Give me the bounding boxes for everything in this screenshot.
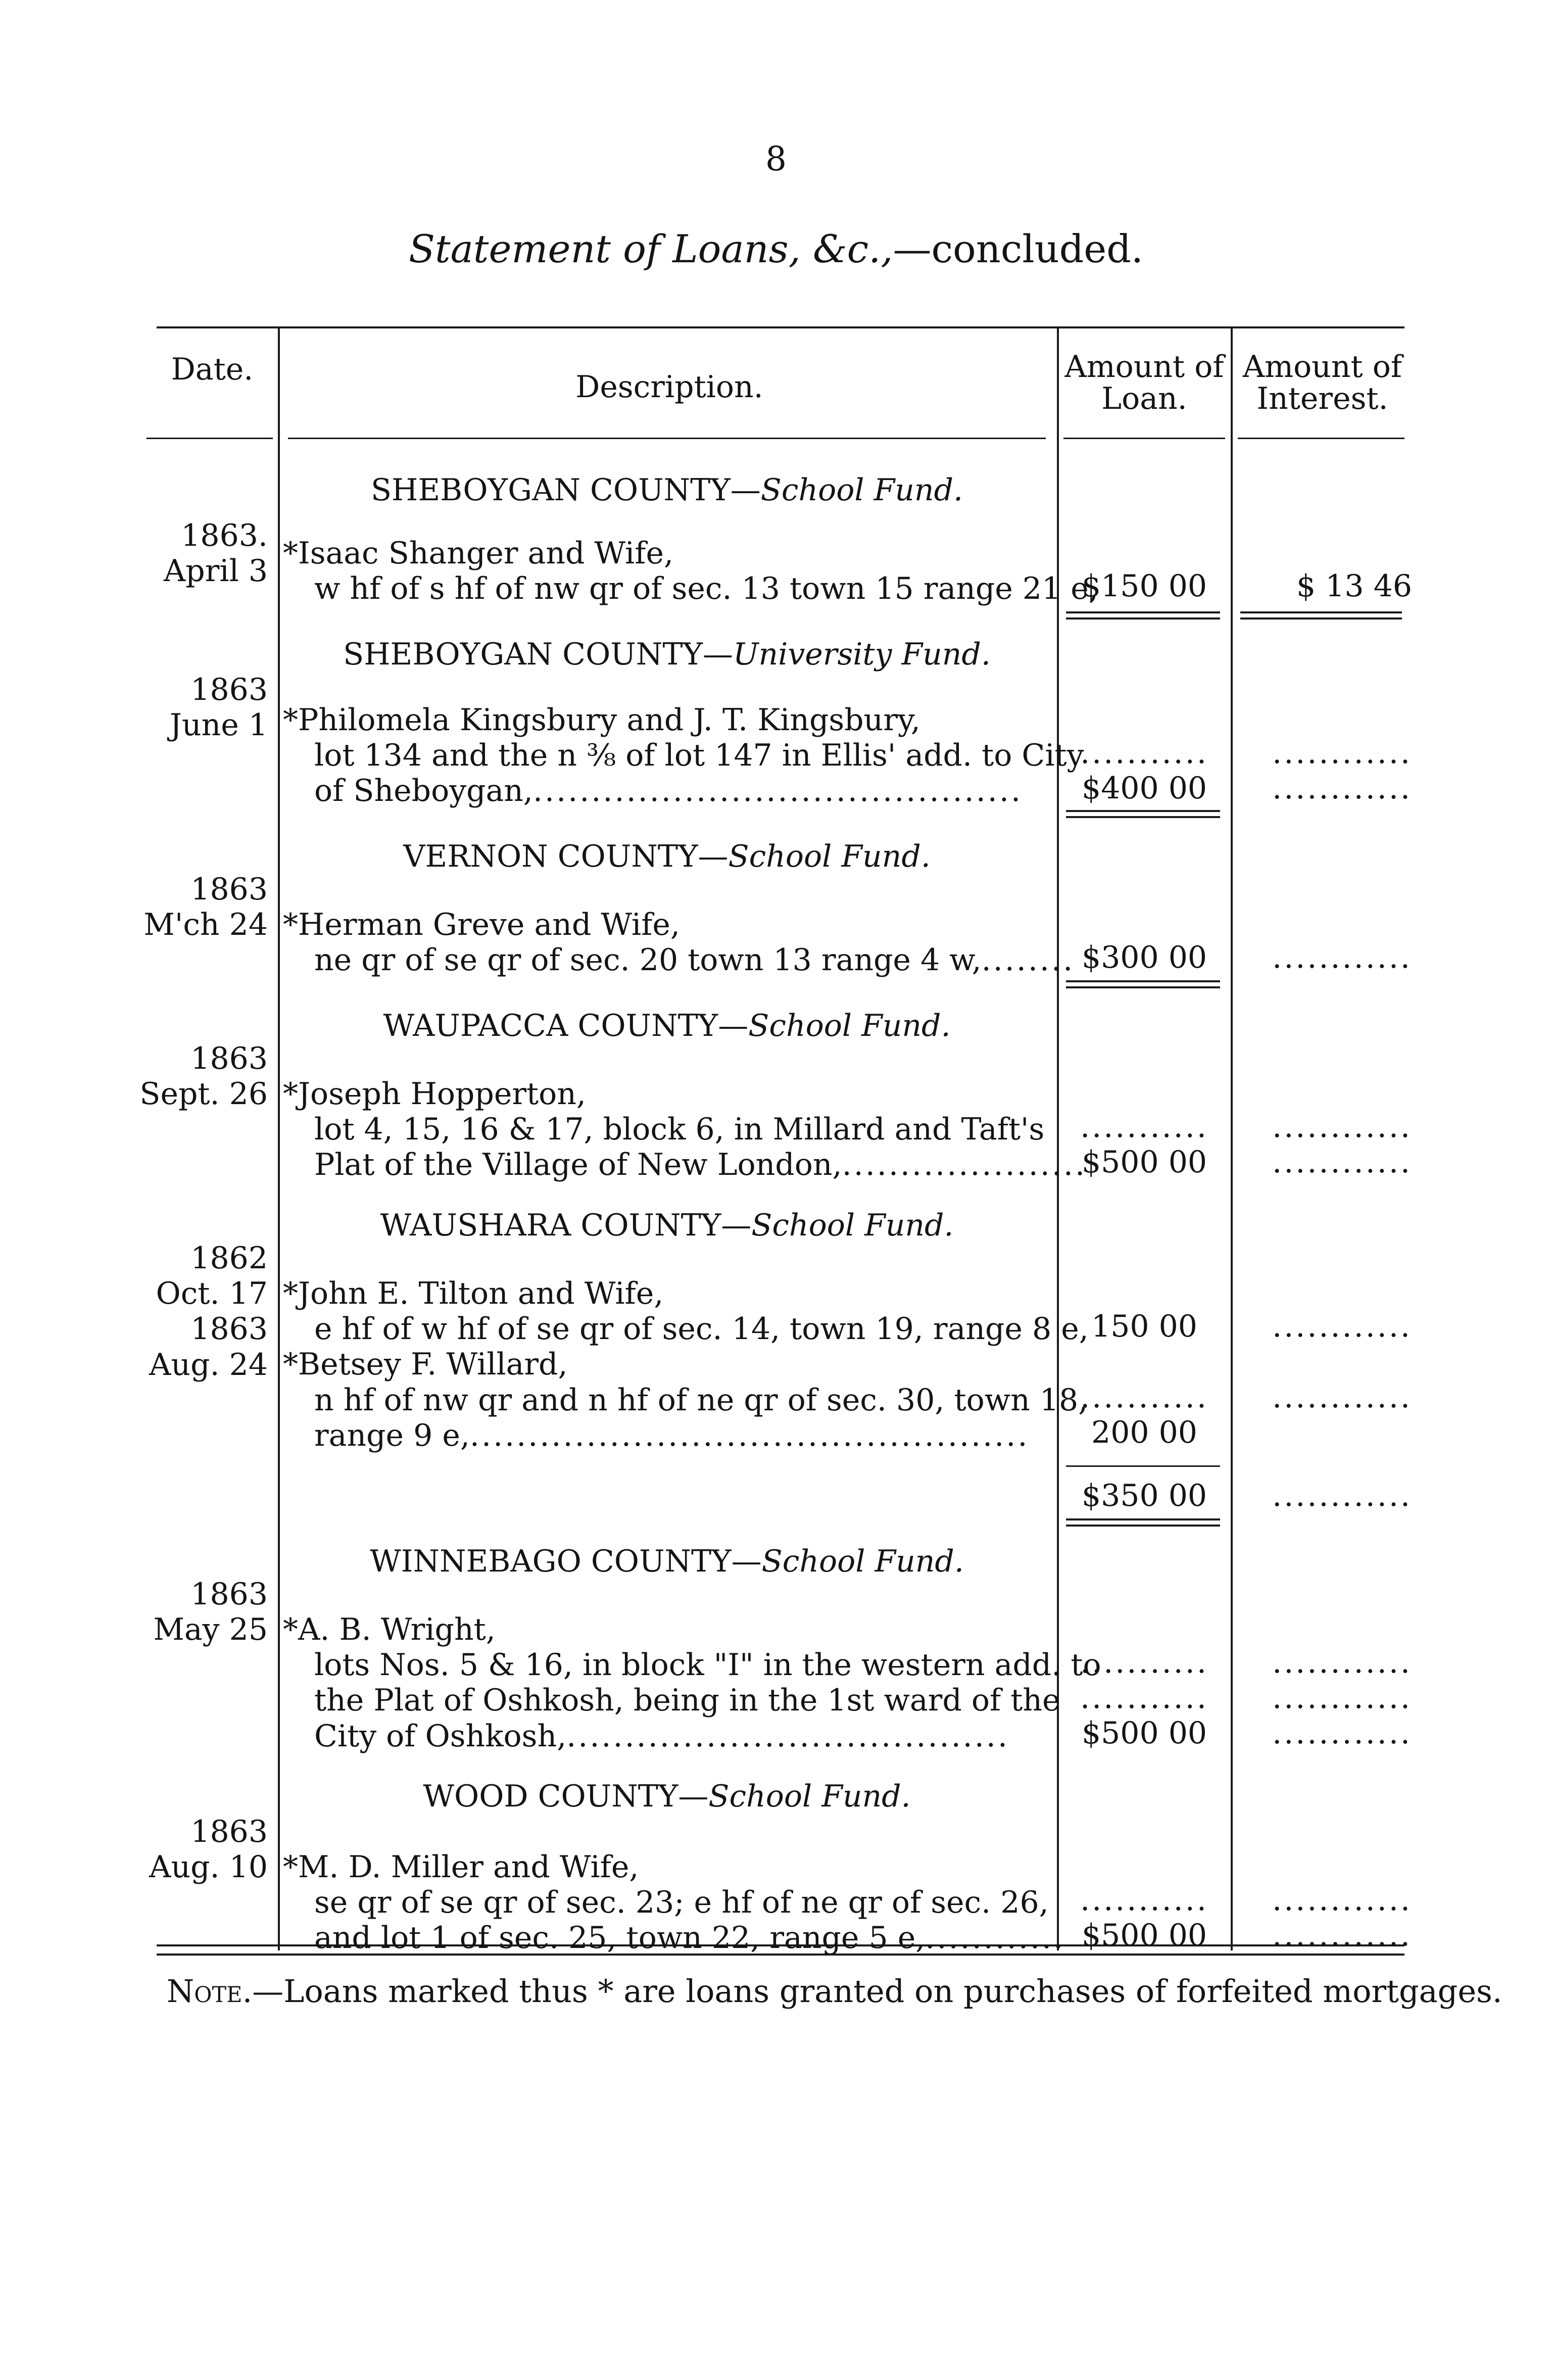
entry-line: *M. D. Miller and Wife, [283,1849,639,1885]
title-rest: —concluded. [893,226,1144,271]
page-title [0,226,1552,271]
entry-line [283,942,1075,978]
entry-line [283,1418,1056,1453]
loan-amount: 150 00 [1091,1309,1197,1344]
loan-leader-dots: ........... [1080,1379,1208,1415]
entry-day: Oct. 17 [156,1276,268,1312]
entry-line: *Joseph Hopperton, [283,1076,586,1112]
loan-amount: $500 00 [1081,1145,1207,1180]
entry-day: Aug. 10 [149,1849,268,1885]
entry-date [116,1577,268,1647]
interest-leader-dots: ............ [1272,1309,1412,1344]
leader-dots: .......................................... [532,773,1023,809]
subtotal-rule [1066,1465,1220,1467]
loan-leader-dots: ........... [1080,1680,1208,1716]
entry-date [116,1041,268,1112]
section-heading [283,472,1051,508]
section-heading [283,1546,1051,1577]
header-date: Date. [171,352,254,387]
entry-year: 1863 [190,672,268,707]
interest-leader-dots: ............ [1272,1145,1412,1180]
section-county: WINNEBAGO COUNTY— [370,1544,762,1579]
header-description: Description. [575,369,763,405]
entry-year: 1863 [190,1311,268,1347]
loan-double-rule [1066,611,1220,620]
header-amount-loan-line1: Amount of [1064,349,1224,385]
section-fund: School Fund. [748,1008,951,1043]
entry-year: 1863 [190,872,268,907]
loan-amount: $500 00 [1081,1716,1207,1751]
entry-line-text: Plat of the Village of New London, [314,1147,842,1183]
leader-dots: ..................... [842,1147,1087,1183]
section-county: VERNON COUNTY— [403,839,729,874]
leader-dots: ...................................... [566,1718,1009,1754]
entry-line: *Philomela Kingsbury and J. T. Kingsbury, [283,702,920,738]
footnote-text: —Loans marked thus * are loans granted on purchases of forfeited mortgages. [252,1973,1502,2010]
table-top-rule [157,326,1404,328]
header-amount-interest [1235,351,1410,415]
interest-leader-dots: ............ [1272,735,1412,771]
section-fund: School Fund. [728,839,931,874]
entry-description [283,1612,1101,1754]
header-rule-interest [1238,438,1404,439]
entry-day: Sept. 26 [139,1076,268,1112]
loan-amount: 200 00 [1091,1415,1197,1450]
entry-line: *Betsey F. Willard, [283,1347,568,1383]
interest-amount: $ 13 46 [1296,568,1412,604]
entry-date [116,672,268,743]
entry-day: Aug. 24 [149,1347,268,1383]
section-fund: School Fund. [761,1544,964,1579]
entry-day: M'ch 24 [143,907,268,943]
entry-year: 1863 [190,1577,268,1612]
interest-leader-dots: ............ [1272,1918,1412,1953]
title-italic: Statement of Loans, &c., [408,226,893,271]
interest-leader-dots: ............ [1272,1716,1412,1751]
entry-line-text: ne qr of se qr of sec. 20 town 13 range 4 w, [314,942,982,978]
loan-amount: $300 00 [1081,940,1207,975]
entry-day: April 3 [163,553,268,589]
footnote-label: Note. [167,1973,253,2010]
section-county: WOOD COUNTY— [423,1779,709,1814]
interest-leader-dots: ............ [1272,940,1412,975]
entry-description [283,1849,1065,1956]
interest-leader-dots: ............ [1272,1379,1412,1415]
interest-leader-dots: ............ [1272,771,1412,806]
entry-line: *Herman Greve and Wife, [283,907,680,942]
entry-date [116,872,268,942]
leader-dots: ........ [981,942,1075,978]
entry-line: lot 134 and the n ⅜ of lot 147 in Ellis' add. to City [314,738,1084,774]
entry-line: w hf of s hf of nw qr of sec. 13 town 15 range 21 e, [314,571,1098,607]
section-heading [283,1781,1051,1812]
section-heading [283,1008,1051,1043]
entry-description [283,907,1075,978]
loan-leader-dots: ........... [1080,735,1208,771]
entry-description [283,702,1084,809]
entry-line: the Plat of Oshkosh, being in the 1st ward of the [314,1683,1060,1719]
entry-day: June 1 [169,707,268,743]
section-county: WAUSHARA COUNTY— [380,1208,752,1243]
section-county: SHEBOYGAN COUNTY— [370,472,761,508]
entry-line [283,1147,1087,1183]
loan-double-rule [1066,810,1220,818]
entry-line-text: City of Oshkosh, [314,1718,567,1754]
footnote [167,1973,1502,2010]
entry-line: e hf of w hf of se qr of sec. 14, town 19, range 8 e, [314,1311,1089,1347]
loan-leader-dots: ........... [1080,1109,1208,1145]
interest-leader-dots: ............ [1272,1109,1412,1145]
entry-line-text: of Sheboygan, [314,773,533,809]
entry-year: 1863 [190,1814,268,1849]
header-rule-loan [1063,438,1225,439]
entry-line: lots Nos. 5 & 16, in block "I" in the western add. to [314,1647,1101,1683]
entry-year: 1863. [181,518,268,553]
section-county: SHEBOYGAN COUNTY— [343,637,733,672]
loan-leader-dots: ........... [1080,1882,1208,1918]
entry-line: se qr of se qr of sec. 23; e hf of ne qr of sec. 26, [314,1885,1049,1921]
entry-line: *John E. Tilton and Wife, [283,1276,664,1311]
header-amount-loan [1061,351,1228,415]
page-number: 8 [765,139,787,178]
interest-leader-dots: ............ [1272,1680,1412,1716]
section-fund: School Fund. [751,1208,954,1243]
entry-line: n hf of nw qr and n hf of ne qr of sec. 30, town 18, [314,1382,1088,1418]
entry-line [283,1719,1056,1754]
entry-description [283,1276,1089,1453]
interest-leader-dots: ............ [1272,1645,1412,1680]
loan-amount: $400 00 [1081,771,1207,806]
entry-line [283,1920,1065,1956]
entry-line: *Isaac Shanger and Wife, [283,536,674,571]
interest-double-rule [1240,611,1402,620]
section-fund: University Fund. [733,637,991,672]
total-amount: $350 00 [1081,1478,1207,1513]
loan-amount: $500 00 [1081,1918,1207,1953]
entry-day: May 25 [153,1612,268,1648]
entry-description [283,1076,1087,1183]
loan-amount: $150 00 [1081,568,1207,604]
entry-description [283,536,1098,607]
column-divider-loan [1231,328,1233,1950]
entry-line: *A. B. Wright, [283,1612,496,1647]
entry-line: lot 4, 15, 16 & 17, block 6, in Millard and Taft's [314,1112,1045,1148]
entry-line-text: range 9 e, [314,1417,470,1453]
leader-dots: ............ [925,1920,1065,1956]
leader-dots: ................................................ [469,1417,1030,1453]
entry-date [116,518,268,589]
section-heading [283,639,1051,670]
loan-double-rule [1066,980,1220,988]
loan-leader-dots: ........... [1080,1645,1208,1680]
interest-leader-dots: ............ [1272,1882,1412,1918]
entry-date [116,1814,268,1885]
interest-leader-dots: ............ [1272,1478,1412,1513]
section-county: WAUPACCA COUNTY— [383,1008,749,1043]
section-fund: School Fund. [708,1779,911,1814]
entry-year: 1863 [190,1041,268,1076]
entry-line-text: and lot 1 of sec. 25, town 22, range 5 e, [314,1920,926,1956]
header-amount-loan-line2: Loan. [1101,381,1187,416]
section-heading [283,841,1051,872]
loan-double-rule [1066,1518,1220,1527]
entry-line [283,773,1056,808]
header-rule-desc [288,438,1046,439]
entry-date [116,1241,268,1383]
section-fund: School Fund. [760,472,963,508]
column-divider-date [278,328,280,1950]
header-amount-interest-line1: Amount of [1242,349,1402,385]
entry-year: 1862 [190,1241,268,1276]
header-rule-date [147,438,273,439]
section-heading [283,1210,1051,1241]
header-amount-interest-line2: Interest. [1256,381,1388,416]
